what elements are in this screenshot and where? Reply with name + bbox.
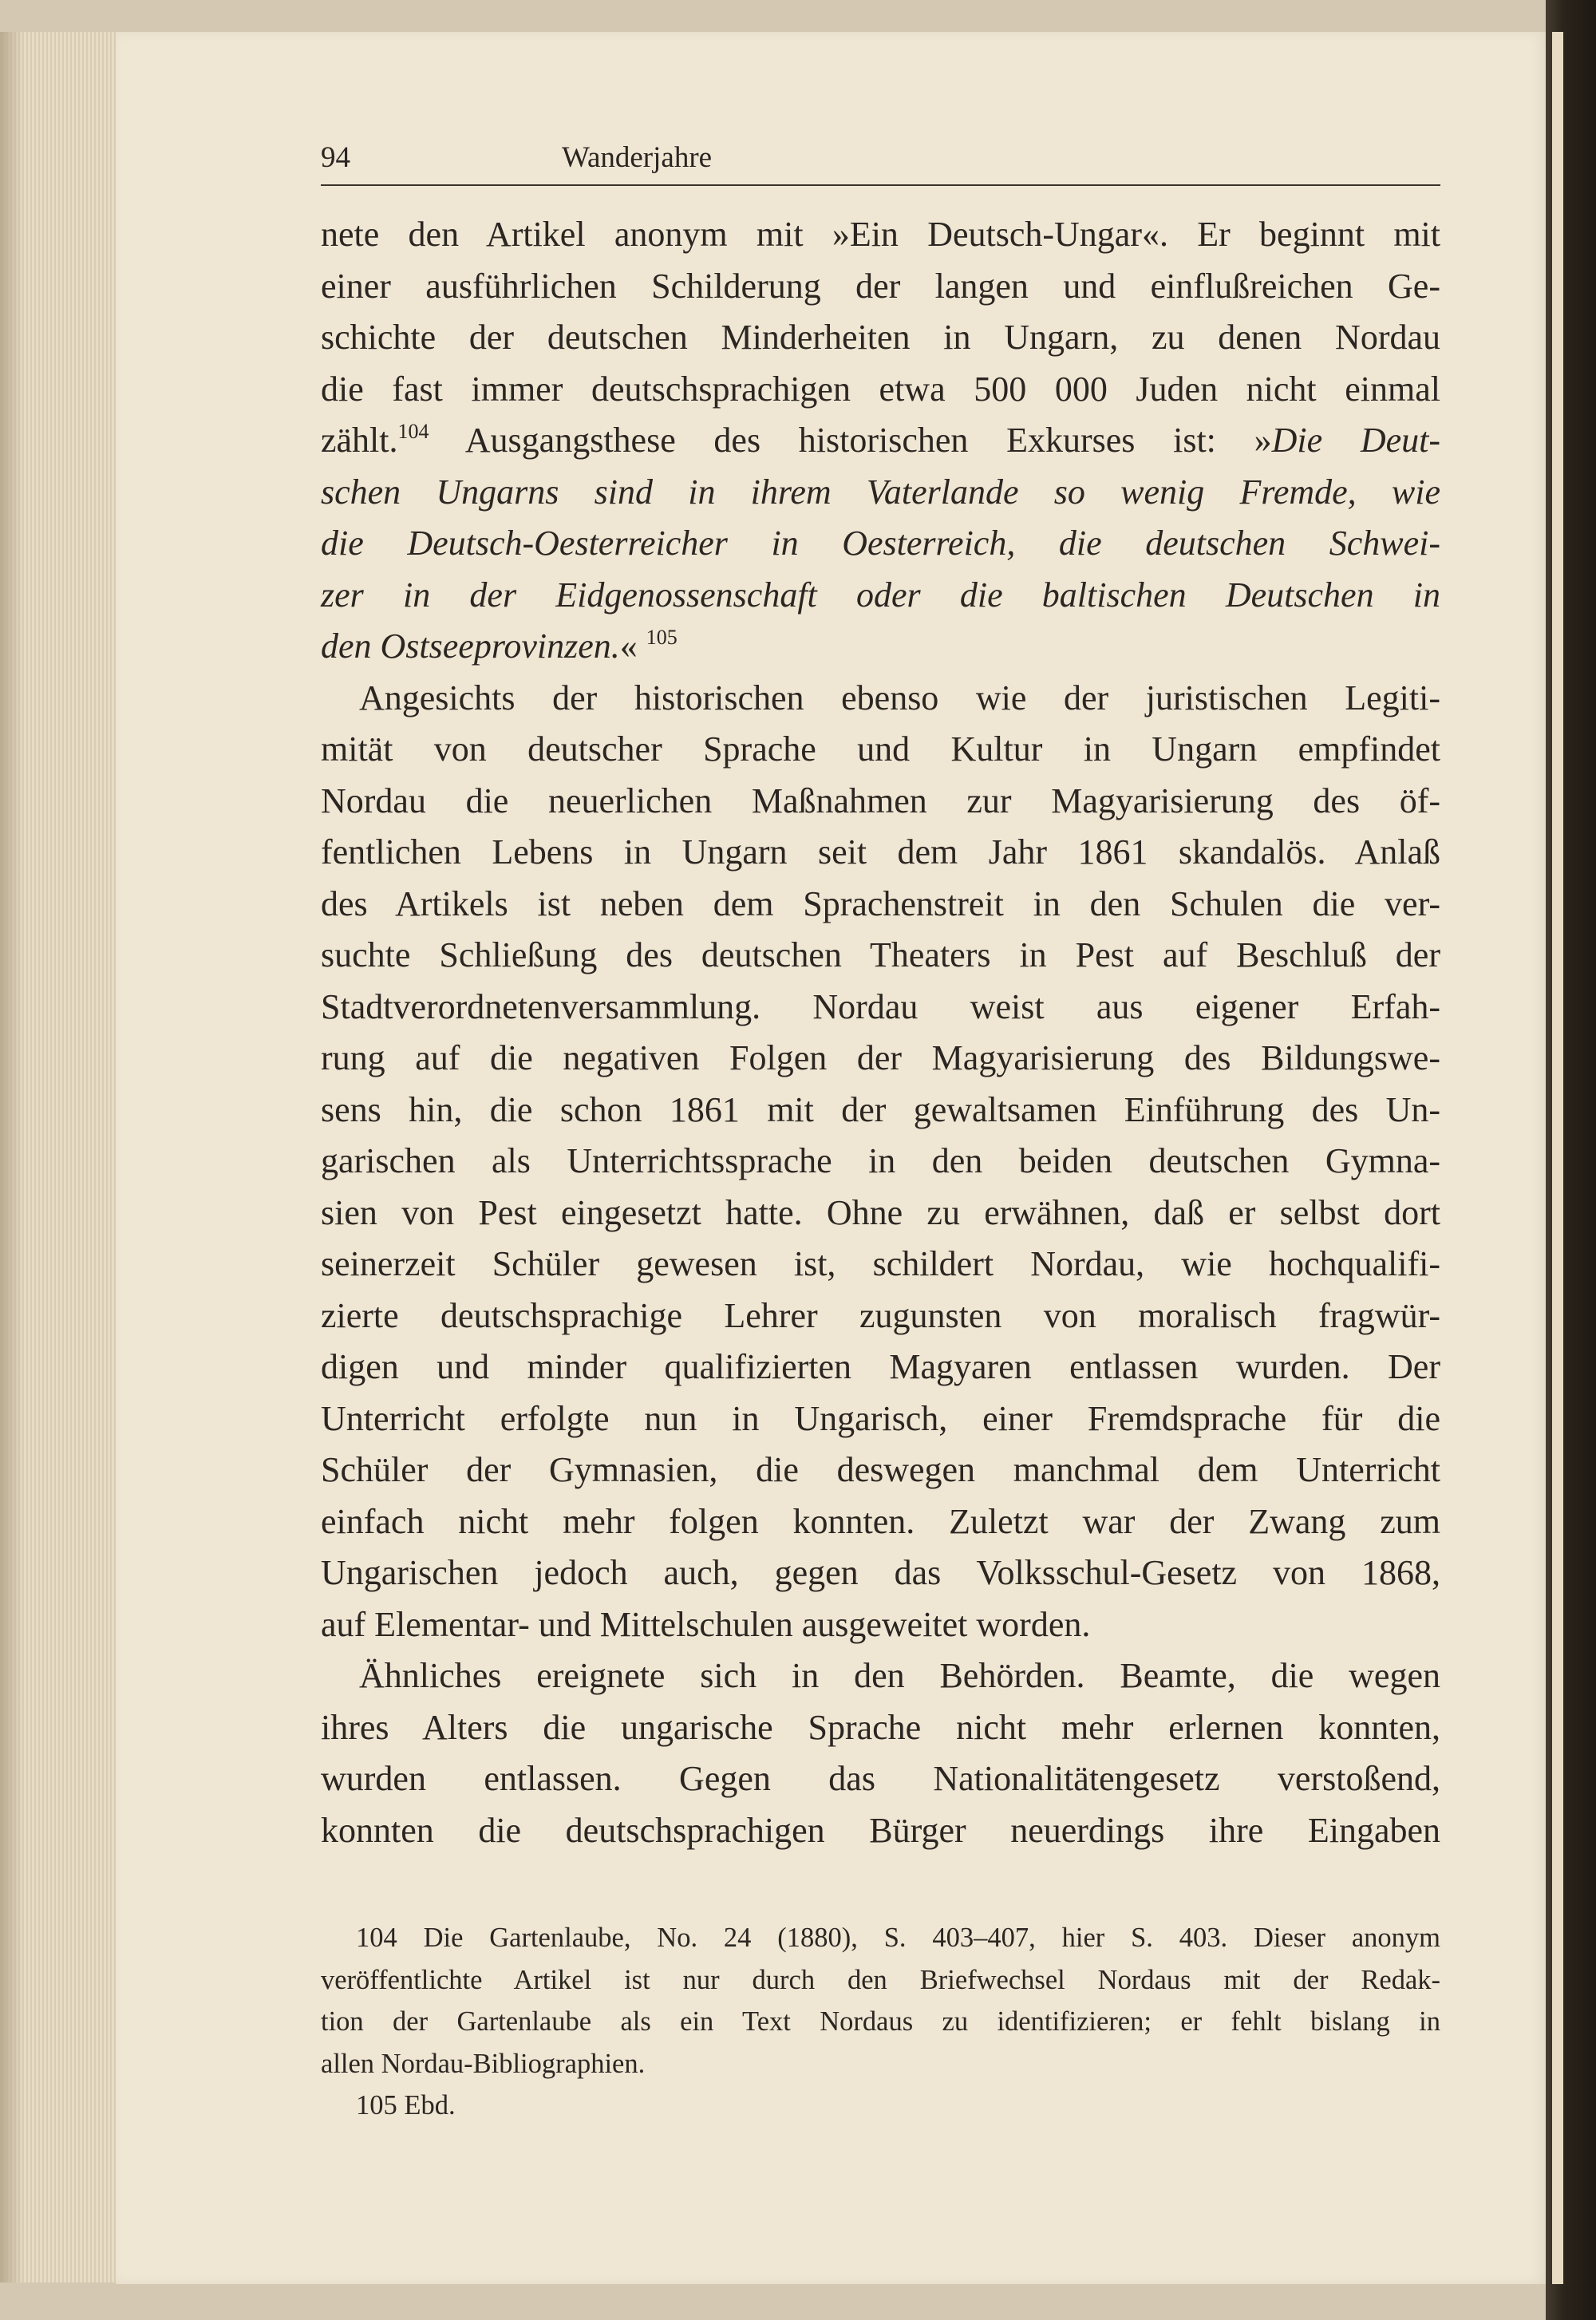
quote-fragment: Die Deut- — [1271, 421, 1440, 460]
text-line: auf Elementar- und Mittelschulen ausgeweitet worden. — [321, 1604, 1091, 1644]
text-fragment: zählt. — [321, 421, 398, 460]
text-line: Ähnliches ereignete sich in den Behörden. Beamte, die wegen — [359, 1656, 1440, 1695]
footnote-ref-104: 104 — [397, 420, 429, 443]
quote-line: die Deutsch-Oesterreicher in Oesterreich, die deutschen Schwei- — [321, 524, 1440, 563]
text-line: einer ausführlichen Schilderung der langen und einflußreichen Ge- — [321, 266, 1440, 306]
page-header — [321, 136, 1440, 184]
footnote-line: allen Nordau-Bibliographien. — [321, 2048, 646, 2079]
text-line: Angesichts der historischen ebenso wie der juristischen Legiti- — [359, 678, 1440, 717]
page-edge-shadow — [0, 32, 24, 2282]
text-line: digen und minder qualifizierten Magyaren entlassen wurden. Der — [321, 1347, 1440, 1386]
footnote-line: 105 Ebd. — [356, 2090, 456, 2120]
facing-page-edge — [1546, 0, 1596, 2320]
quote-line: schen Ungarns sind in ihrem Vaterlande so wenig Fremde, wie — [321, 472, 1440, 512]
quote-line: zer in der Eidgenossenschaft oder die baltischen Deutschen in — [321, 575, 1440, 615]
text-line: ihres Alters die ungarische Sprache nicht mehr erlernen konnten, — [321, 1707, 1440, 1747]
text-line: seinerzeit Schüler gewesen ist, schildert Nordau, wie hochqualifi- — [321, 1244, 1440, 1283]
footnote-ref-105: 105 — [646, 626, 678, 649]
facing-page-sliver — [1552, 32, 1563, 2284]
text-line: schichte der deutschen Minderheiten in Ungarn, zu denen Nordau — [321, 318, 1440, 357]
page-number: 94 — [321, 141, 350, 174]
text-line: die fast immer deutschsprachigen etwa 500 000 Juden nicht einmal — [321, 369, 1440, 409]
text-line: fentlichen Lebens in Ungarn seit dem Jahr 1861 skandalös. Anlaß — [321, 832, 1440, 871]
header-rule — [321, 184, 1440, 186]
text-line: Schüler der Gymnasien, die deswegen manchmal dem Unterricht — [321, 1450, 1440, 1489]
body-text — [321, 209, 1440, 1856]
footnotes — [321, 1917, 1440, 2127]
text-line: Unterricht erfolgte nun in Ungarisch, einer Fremdsprache für die — [321, 1398, 1440, 1438]
text-line: sien von Pest eingesetzt hatte. Ohne zu erwähnen, daß er selbst dort — [321, 1192, 1440, 1232]
text-line: wurden entlassen. Gegen das Nationalitätengesetz verstoßend, — [321, 1759, 1440, 1798]
footnote-line: veröffentlichte Artikel ist nur durch den Briefwechsel Nordaus mit der Redak- — [321, 1964, 1440, 1995]
text-line: rung auf die negativen Folgen der Magyarisierung des Bildungswe- — [321, 1038, 1440, 1077]
text-line: zierte deutschsprachige Lehrer zugunsten von moralisch fragwür- — [321, 1295, 1440, 1335]
footnote-line: 104 Die Gartenlaube, No. 24 (1880), S. 403–407, hier S. 403. Dieser anonym — [356, 1923, 1440, 1953]
text-fragment: Ausgangsthese des historischen Exkurses ist: » — [429, 421, 1272, 460]
text-line: nete den Artikel anonym mit »Ein Deutsch-Ungar«. Er beginnt mit — [321, 215, 1440, 254]
text-line: suchte Schließung des deutschen Theaters in Pest auf Beschluß der — [321, 935, 1440, 974]
quote-fragment: den Ostseeprovinzen. — [321, 626, 620, 666]
text-line: mität von deutscher Sprache und Kultur in Ungarn empfindet — [321, 729, 1440, 769]
text-line: konnten die deutschsprachigen Bürger neuerdings ihre Eingaben — [321, 1810, 1440, 1850]
text-line: einfach nicht mehr folgen konnten. Zuletzt war der Zwang zum — [321, 1501, 1440, 1541]
text-line: Nordau die neuerlichen Maßnahmen zur Magyarisierung des öf- — [321, 781, 1440, 820]
quote-end-line — [321, 621, 1440, 673]
running-title: Wanderjahre — [562, 141, 713, 174]
text-line: Ungarischen jedoch auch, gegen das Volksschul-Gesetz von 1868, — [321, 1553, 1440, 1592]
quote-close: « — [619, 626, 638, 666]
footnote-line: tion der Gartenlaube als ein Text Nordaus zu identifizieren; er fehlt bislang in — [321, 2006, 1440, 2037]
text-line: des Artikels ist neben dem Sprachenstreit in den Schulen die ver- — [321, 883, 1440, 923]
text-line: garischen als Unterrichtssprache in den beiden deutschen Gymna- — [321, 1141, 1440, 1180]
text-line: Stadtverordnetenversammlung. Nordau weist aus eigener Erfah- — [321, 986, 1440, 1026]
text-line-with-footnote — [321, 415, 1440, 467]
text-line: sens hin, die schon 1861 mit der gewaltsamen Einführung des Un- — [321, 1089, 1440, 1129]
